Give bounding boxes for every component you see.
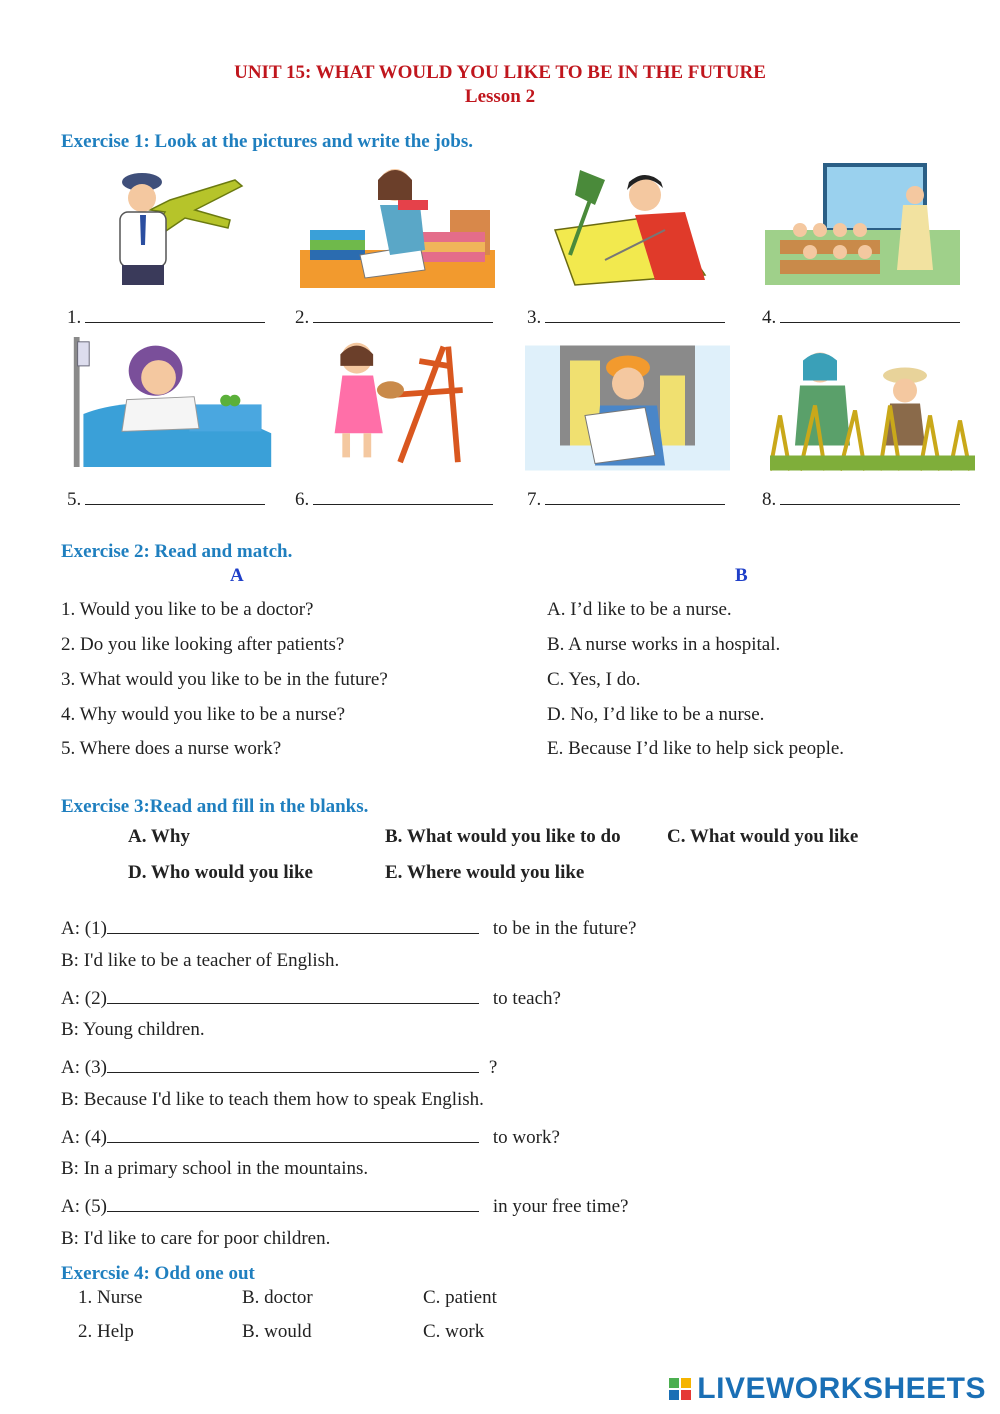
option-c: C. What would you like — [667, 826, 859, 847]
column-b-heading: B — [735, 565, 748, 586]
odd-row-1-a[interactable]: 1. Nurse — [78, 1287, 143, 1308]
lesson-subtitle: Lesson 2 — [464, 86, 536, 107]
job-answer-2[interactable]: 2. — [295, 304, 493, 329]
dialogue-line-2: B: I'd like to be a teacher of English. — [61, 950, 340, 971]
farmer-picture — [770, 343, 975, 473]
page-title: UNIT 15: WHAT WOULD YOU LIKE TO BE IN THE FUTURE — [234, 62, 766, 83]
match-answer-a[interactable]: A. I’d like to be a nurse. — [547, 599, 732, 620]
match-answer-e[interactable]: E. Because I’d like to help sick people. — [547, 738, 845, 759]
pilot-picture — [100, 160, 305, 290]
artist-picture — [300, 337, 505, 467]
architect-picture — [535, 160, 740, 290]
engineer-picture — [525, 343, 730, 473]
job-answer-6[interactable]: 6. — [295, 486, 493, 511]
match-question-5[interactable]: 5. Where does a nurse work? — [61, 738, 282, 759]
odd-row-2-b[interactable]: B. would — [242, 1321, 312, 1342]
job-answer-1[interactable]: 1. — [67, 304, 265, 329]
odd-row-1-b[interactable]: B. doctor — [242, 1287, 313, 1308]
job-answer-5[interactable]: 5. — [67, 486, 265, 511]
match-answer-b[interactable]: B. A nurse works in a hospital. — [547, 634, 781, 655]
liveworksheets-logo — [669, 1372, 986, 1406]
dialogue-line-6: B: Because I'd like to teach them how to speak English. — [61, 1089, 484, 1110]
match-question-3[interactable]: 3. What would you like to be in the future? — [61, 669, 388, 690]
option-b: B. What would you like to do — [385, 826, 621, 847]
match-answer-d[interactable]: D. No, I’d like to be a nurse. — [547, 704, 765, 725]
option-a: A. Why — [128, 826, 190, 847]
dialogue-line-3[interactable]: A: (2) to teach? — [61, 985, 561, 1010]
exercise4-heading: Exercsie 4: Odd one out — [61, 1263, 255, 1284]
exercise2-heading: Exercise 2: Read and match. — [61, 541, 293, 562]
job-answer-7[interactable]: 7. — [527, 486, 725, 511]
exercise3-heading: Exercise 3:Read and fill in the blanks. — [61, 796, 369, 817]
dialogue-line-9[interactable]: A: (5) in your free time? — [61, 1193, 629, 1218]
odd-row-2-a[interactable]: 2. Help — [78, 1321, 134, 1342]
match-question-2[interactable]: 2. Do you like looking after patients? — [61, 634, 345, 655]
dialogue-line-5[interactable]: A: (3) ? — [61, 1054, 497, 1079]
match-question-1[interactable]: 1. Would you like to be a doctor? — [61, 599, 314, 620]
odd-row-1-c[interactable]: C. patient — [423, 1287, 497, 1308]
logo-mark-icon — [669, 1378, 691, 1400]
job-answer-3[interactable]: 3. — [527, 304, 725, 329]
option-e: E. Where would you like — [385, 862, 585, 883]
exercise1-heading: Exercise 1: Look at the pictures and write the jobs. — [61, 131, 473, 152]
match-answer-c[interactable]: C. Yes, I do. — [547, 669, 641, 690]
logo-text: LIVEWORKSHEETS — [697, 1372, 986, 1405]
dialogue-line-10: B: I'd like to care for poor children. — [61, 1228, 331, 1249]
patient-picture — [70, 337, 275, 467]
dialogue-line-8: B: In a primary school in the mountains. — [61, 1158, 369, 1179]
odd-row-2-c[interactable]: C. work — [423, 1321, 485, 1342]
job-answer-4[interactable]: 4. — [762, 304, 960, 329]
job-answer-8[interactable]: 8. — [762, 486, 960, 511]
option-d: D. Who would you like — [128, 862, 313, 883]
column-a-heading: A — [230, 565, 244, 586]
dialogue-line-4: B: Young children. — [61, 1019, 205, 1040]
match-question-4[interactable]: 4. Why would you like to be a nurse? — [61, 704, 346, 725]
teacher-picture — [765, 160, 970, 290]
writer-picture — [300, 160, 505, 290]
dialogue-line-1[interactable]: A: (1) to be in the future? — [61, 915, 636, 940]
dialogue-line-7[interactable]: A: (4) to work? — [61, 1124, 560, 1149]
